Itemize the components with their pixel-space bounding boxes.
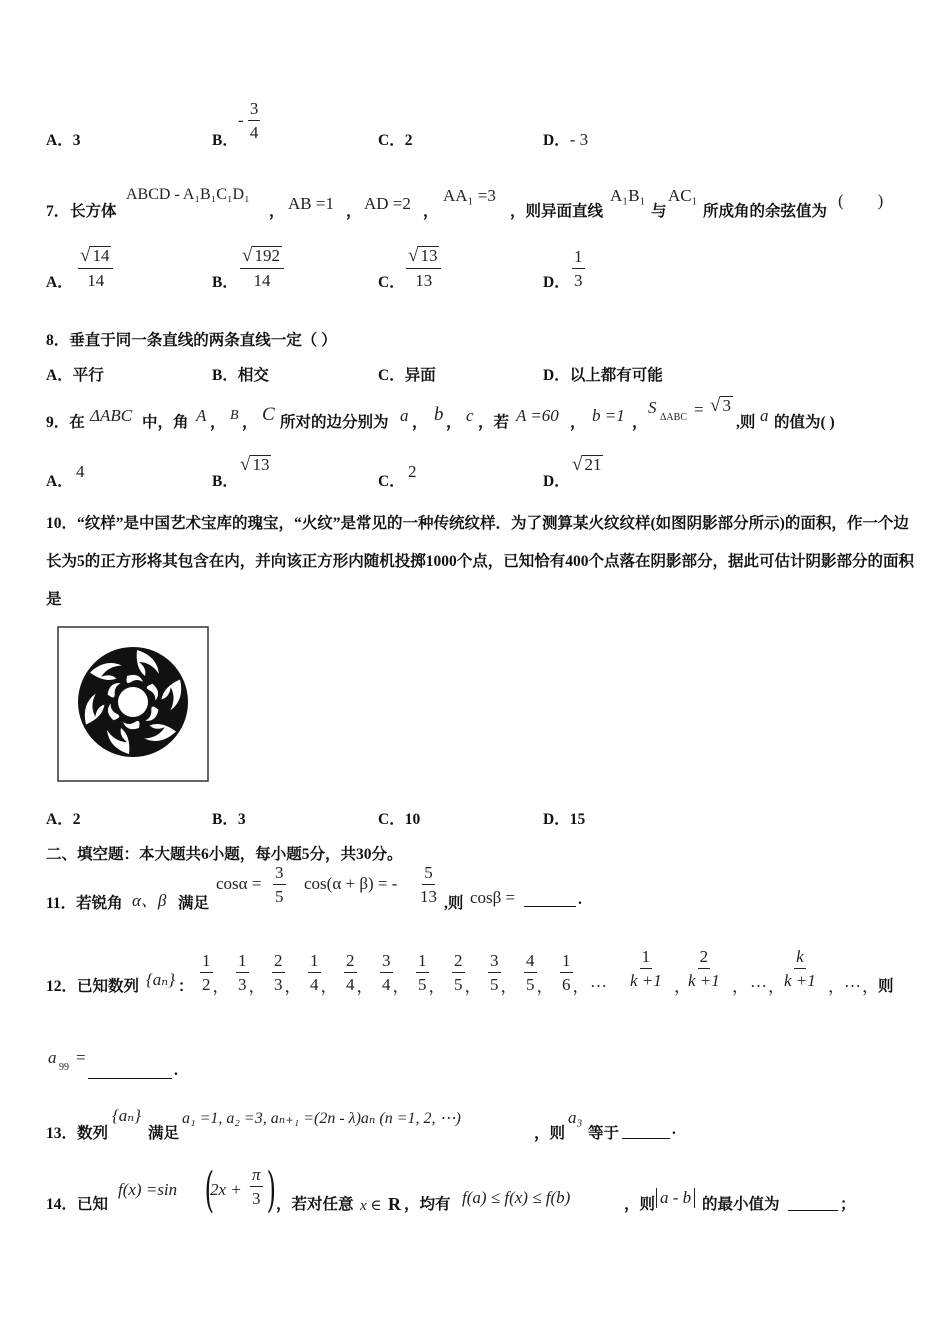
- q7-sep-3: ，: [423, 203, 439, 220]
- q12-fraction: $\frac{4}{5}$: [526, 951, 535, 994]
- q12-comma-dots2: ，: [768, 977, 785, 996]
- q13-text-3: 等于: [588, 1125, 620, 1142]
- q14-bracket-right: ): [266, 1162, 277, 1218]
- q11-cos-beta: cosβ =: [470, 888, 516, 907]
- q14-inner: 2x +: [210, 1180, 242, 1199]
- q10-option-c: C．10: [378, 811, 421, 828]
- q9-text-4: ,则: [736, 414, 756, 431]
- q12-equals: =: [76, 1048, 86, 1067]
- q13-text-2: ，则: [534, 1125, 566, 1142]
- q6-option-c-value: 2: [404, 132, 413, 149]
- q12-fraction: $\frac{3}{4}$: [382, 951, 391, 994]
- q12-dots-2: …: [750, 972, 767, 991]
- q6-option-a-value: 3: [72, 132, 81, 149]
- q12-fraction-comma: ，: [500, 977, 518, 996]
- q9-comma-6: ，: [632, 414, 648, 431]
- q13-end: .: [672, 1121, 676, 1138]
- q8-option-c: C．异面: [378, 367, 436, 384]
- q7-option-d-label: D．: [543, 274, 570, 291]
- q13-stem: [46, 1104, 746, 1140]
- q8-option-a: A．平行: [46, 367, 104, 384]
- q9-text-5: 的值为( ): [774, 414, 835, 431]
- q7-box-name: ABCD - A₁B₁C₁D₁: [126, 186, 250, 203]
- q14-text-2: ，均有: [404, 1196, 451, 1213]
- q12-comma-dots3: ，: [862, 977, 879, 996]
- q12-fraction-item: [452, 948, 488, 997]
- q9-comma-3: ，: [412, 414, 428, 431]
- q9-text-3: ，若: [478, 414, 510, 431]
- q14-x-in: x ∈: [360, 1198, 382, 1214]
- q14-end: ；: [840, 1196, 856, 1213]
- q9-area-s: S: [648, 398, 657, 417]
- q12-stem: [46, 944, 916, 1000]
- q7-aa: AA₁ =3: [443, 186, 496, 205]
- q12-fraction-item: [416, 948, 452, 997]
- q9-area-equals: =: [694, 400, 704, 419]
- q11-text-1: 满足: [178, 895, 210, 912]
- q12-fraction: $\frac{3}{5}$: [490, 951, 499, 994]
- q6-option-d-label: D．: [543, 132, 570, 149]
- q12-fraction-comma: ，: [428, 977, 446, 996]
- q12-fraction-comma: ，: [284, 977, 302, 996]
- q11-frac-2: $\frac{5}{13}$: [420, 863, 437, 906]
- q12-answer-line: [46, 1044, 246, 1080]
- q9-text-2: 所对的边分别为: [280, 414, 389, 431]
- q7-option-a-label: A．: [46, 274, 73, 291]
- q7-ad: AD =2: [364, 194, 411, 213]
- q6-option-b-label: B．: [212, 132, 238, 149]
- q12-a99-subscript: 99: [59, 1062, 69, 1073]
- q9-target-a: a: [760, 406, 769, 425]
- q12-fraction-item: [488, 948, 524, 997]
- q12-end: .: [174, 1062, 178, 1079]
- q10-option-d: D．15: [543, 811, 586, 828]
- q12-fraction-item: [272, 948, 308, 997]
- q12-fraction-item: [524, 948, 560, 997]
- q6-option-b: [212, 128, 238, 150]
- fire-pattern-figure: [57, 626, 209, 782]
- q14-stem: [46, 1162, 916, 1218]
- q12-fraction-comma: ，: [536, 977, 554, 996]
- q12-fraction-item: [200, 948, 236, 997]
- q12-fraction: $\frac{1}{5}$: [418, 951, 427, 994]
- q12-fraction-comma: ，: [356, 977, 374, 996]
- q9-comma-5: ，: [570, 414, 586, 431]
- q9-angle-c: C: [262, 404, 275, 425]
- q10-option-a: A．2: [46, 811, 81, 828]
- q9-option-d-label: D．: [543, 473, 570, 490]
- q7-option-c-label: C．: [378, 274, 405, 291]
- q12-fraction-comma: ，: [572, 977, 590, 996]
- q12-comma-k3: ，: [828, 977, 845, 996]
- q12-fraction-item: [380, 948, 416, 997]
- q14-bracket-left: (: [204, 1162, 215, 1218]
- q13-sequence: {aₙ}: [112, 1106, 141, 1125]
- q7-option-a-value: √ 14 14: [78, 246, 113, 289]
- q11-text-2: ,则: [444, 895, 464, 912]
- q9-option-c-label: C．: [378, 473, 405, 490]
- q13-condition: a₁ =1, a₂ =3, aₙ₊₁ =(2n - λ)aₙ (n =1, 2, ⋯): [182, 1110, 461, 1127]
- q12-fraction-comma: ，: [212, 977, 230, 996]
- q6-option-a-label: A．: [46, 132, 73, 149]
- q7-text-2: ，则异面直线: [510, 203, 604, 220]
- q12-sequence: {aₙ}: [146, 970, 175, 989]
- q9-stem: [46, 395, 916, 434]
- q11-number: 11．若锐角: [46, 895, 123, 912]
- q12-colon: ：: [178, 978, 194, 995]
- q11-cos-alpha: cosα =: [216, 874, 262, 893]
- fire-pattern-image: [57, 626, 209, 782]
- q9-area-subscript: ΔABC: [660, 412, 687, 423]
- q12-dots-3: …: [844, 972, 861, 991]
- q13-text-1: 满足: [148, 1125, 180, 1142]
- q14-text-1: ，若对任意: [276, 1196, 354, 1213]
- q9-area-value: √ 3: [710, 395, 731, 416]
- q6-option-b-value: - $\frac{3}{4}$: [238, 99, 259, 142]
- q10-option-b: B．3: [212, 811, 246, 828]
- q12-answer-blank[interactable]: [88, 1064, 172, 1079]
- q6-option-d-value: - 3: [569, 130, 589, 149]
- q14-answer-blank[interactable]: [788, 1196, 838, 1211]
- q12-comma-k1: ，: [674, 977, 691, 996]
- q9-option-a-value: 4: [76, 462, 85, 481]
- q7-option-b-label: B．: [212, 274, 238, 291]
- q12-fraction-comma: ，: [248, 977, 266, 996]
- q12-fraction: $\frac{2}{4}$: [346, 951, 355, 994]
- q12-then: 则: [878, 978, 894, 995]
- q6-option-c-label: C．: [378, 132, 405, 149]
- q11-answer-blank[interactable]: [524, 892, 576, 907]
- q9-option-c-value: 2: [408, 462, 417, 481]
- q7-line-2: AC₁: [668, 186, 698, 205]
- q12-frac-k1: $\frac{1}{k +1}$: [630, 947, 662, 990]
- q14-reals: R: [388, 1194, 401, 1214]
- q13-a3: a₃: [568, 1108, 583, 1127]
- q12-fraction-comma: ，: [320, 977, 338, 996]
- q11-frac-1: $\frac{3}{5}$: [275, 863, 284, 906]
- q7-option-d-value: $\frac{1}{3}$: [574, 247, 583, 290]
- q12-comma-k2: ，: [732, 977, 749, 996]
- q12-fraction: $\frac{2}{5}$: [454, 951, 463, 994]
- section-2-heading: 二、填空题：本大题共6小题，每小题5分，共30分。: [46, 846, 403, 863]
- q7-text-4: 所成角的余弦值为: [703, 203, 828, 220]
- q14-text-3: ，则: [624, 1196, 656, 1213]
- q8-option-b: B．相交: [212, 367, 269, 384]
- q12-fraction: $\frac{1}{4}$: [310, 951, 319, 994]
- q12-fraction-comma: ，: [464, 977, 482, 996]
- q9-number: 9．在: [46, 414, 85, 431]
- q7-number: 7．: [46, 203, 70, 220]
- q12-number: 12．已知数列: [46, 978, 140, 995]
- q12-fraction-list: [200, 948, 596, 997]
- q12-a99: a: [48, 1048, 57, 1067]
- q9-comma-1: ，: [210, 414, 226, 431]
- q9-option-d-value: √ 21: [572, 454, 602, 475]
- q9-angle-b: B: [230, 408, 239, 423]
- q14-abs-value: a - b: [656, 1188, 695, 1208]
- q12-frac-k3: $\frac{k}{k +1}$: [784, 947, 816, 990]
- q9-angle-a: A: [196, 406, 207, 425]
- q9-option-b-value: √ 13: [240, 454, 270, 475]
- q9-b-value: b =1: [592, 406, 625, 425]
- q9-side-c: c: [466, 406, 474, 425]
- q7-sep-1: ，: [269, 203, 285, 220]
- q14-pi-over-3: $\frac{\pi}{3}$: [252, 1165, 261, 1208]
- q12-fraction-item: [344, 948, 380, 997]
- q7-text-3: 与: [651, 203, 667, 220]
- q13-number: 13．数列: [46, 1125, 109, 1142]
- q12-fraction-comma: ，: [392, 977, 410, 996]
- q12-fraction: $\frac{1}{6}$: [562, 951, 571, 994]
- q7-ab: AB =1: [288, 194, 334, 213]
- q11-cos-sum: cos(α + β) = -: [304, 874, 398, 893]
- q14-text-4: 的最小值为: [702, 1196, 780, 1213]
- q9-text-1: 中，角: [142, 414, 189, 431]
- q9-option-b-label: B．: [212, 473, 238, 490]
- q7-answer-paren: ( ): [838, 191, 884, 210]
- q9-side-a: a: [400, 406, 409, 425]
- q12-frac-k2: $\frac{2}{k +1}$: [688, 947, 720, 990]
- q7-text-1: 长方体: [70, 203, 117, 220]
- q12-fraction: $\frac{2}{3}$: [274, 951, 283, 994]
- q12-fraction: $\frac{1}{3}$: [238, 951, 247, 994]
- q12-fraction-item: [236, 948, 272, 997]
- q9-comma-4: ，: [446, 414, 462, 431]
- q9-triangle: ΔABC: [90, 406, 133, 425]
- q9-comma-2: ，: [242, 414, 258, 431]
- q14-number: 14．已知: [46, 1196, 109, 1213]
- q11-stem: [46, 864, 746, 914]
- q7-option-b-value: √ 192 14: [240, 246, 284, 289]
- q8-stem: 8．垂直于同一条直线的两条直线一定（ ）: [46, 332, 337, 349]
- q14-inequality: f(a) ≤ f(x) ≤ f(b): [462, 1188, 571, 1207]
- q9-angle-value: A =60: [516, 406, 559, 425]
- q12-fraction-item: [308, 948, 344, 997]
- q12-dots-1: …: [590, 972, 607, 991]
- q7-line-1: A₁B₁: [610, 186, 646, 205]
- q12-fraction: $\frac{1}{2}$: [202, 951, 211, 994]
- q11-greek: α、β: [132, 891, 167, 910]
- q7-sep-2: ，: [346, 203, 362, 220]
- q7-option-c-value: √ 13 13: [406, 246, 441, 289]
- q10-stem: 10．“纹样”是中国艺术宝库的瑰宝，“火纹”是常见的一种传统纹样．为了测算某火纹纹样(如图阴影部分所示)的面积，作一个边长为5的正方形将其包含在内，并向该正方形内随机投掷1000个点，已知恰有400个点落在阴影部分，据此可估计阴影部分的面积是: [46, 515, 915, 608]
- q11-end: .: [578, 891, 582, 908]
- q9-side-b: b: [434, 404, 444, 425]
- q9-option-a-label: A．: [46, 473, 73, 490]
- q14-function: f(x) =sin: [118, 1180, 178, 1199]
- q8-option-d: D．以上都有可能: [543, 367, 663, 384]
- q13-answer-blank[interactable]: [622, 1124, 670, 1139]
